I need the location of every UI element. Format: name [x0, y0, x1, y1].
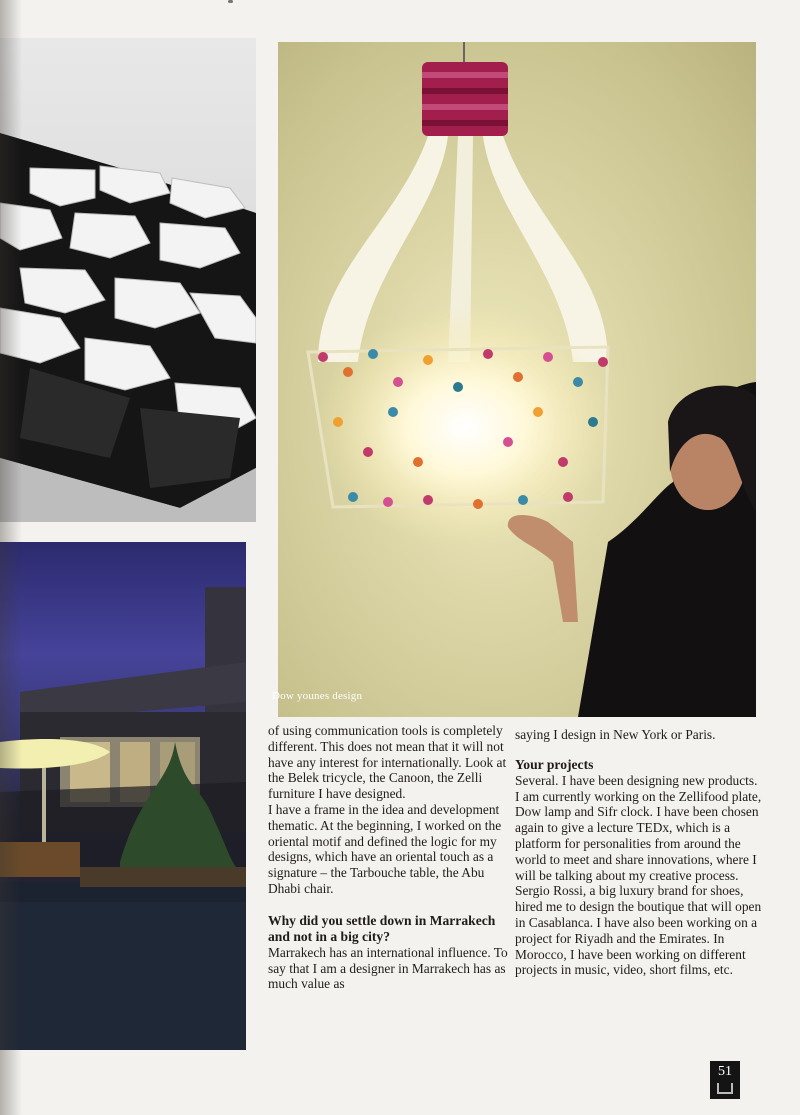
section-heading: Your projects: [515, 756, 594, 772]
paragraph: of using communication tools is completely different. This does not mean that it will not have any interest for internationally. Look at the Belek tricycle, the Canoon, the Zelli furniture I have designed.: [268, 723, 507, 802]
photo-house-at-dusk: [0, 542, 246, 1050]
print-mark: [228, 0, 233, 3]
photo-lamp-with-woman: [278, 42, 756, 717]
page-number-badge: [710, 1061, 740, 1099]
photo-caption: Dow younes design: [272, 690, 363, 702]
crest-icon: [717, 1083, 733, 1094]
paragraph: saying I design in New York or Paris.: [515, 727, 716, 742]
photo-geometric-tiles: [0, 38, 256, 522]
spine-shadow: [0, 0, 22, 1115]
text-column-1: [268, 723, 508, 992]
page-number: 51: [718, 1064, 732, 1079]
text-column-2: [515, 727, 765, 978]
paragraph: Marrakech has an international influence. To say that I am a designer in Marrakech has as much value as: [268, 944, 508, 992]
section-heading: Why did you settle down in Marrakech and not in a big city?: [268, 912, 496, 944]
paragraph: Several. I have been designing new products. I am currently working on the Zellifood plate, Dow lamp and Sifr clock. I have been chosen again to give a lecture TEDx, which is a platform for personalities from around the world to meet and share innovations, where I will be talking about my creative process. Sergio Rossi, a big luxury brand for shoes, hired me to design the boutique that will open in Casablanca. I have also been working on a project for Riyadh and the Emirates. In Morocco, I have been working on different projects in music, video, short films, etc.: [515, 772, 762, 978]
paragraph: I have a frame in the idea and development thematic. At the beginning, I worked on the oriental motif and defined the logic for my designs, which have an oriental touch as a signature – the Tarbouche table, the Abu Dhabi chair.: [268, 801, 502, 896]
